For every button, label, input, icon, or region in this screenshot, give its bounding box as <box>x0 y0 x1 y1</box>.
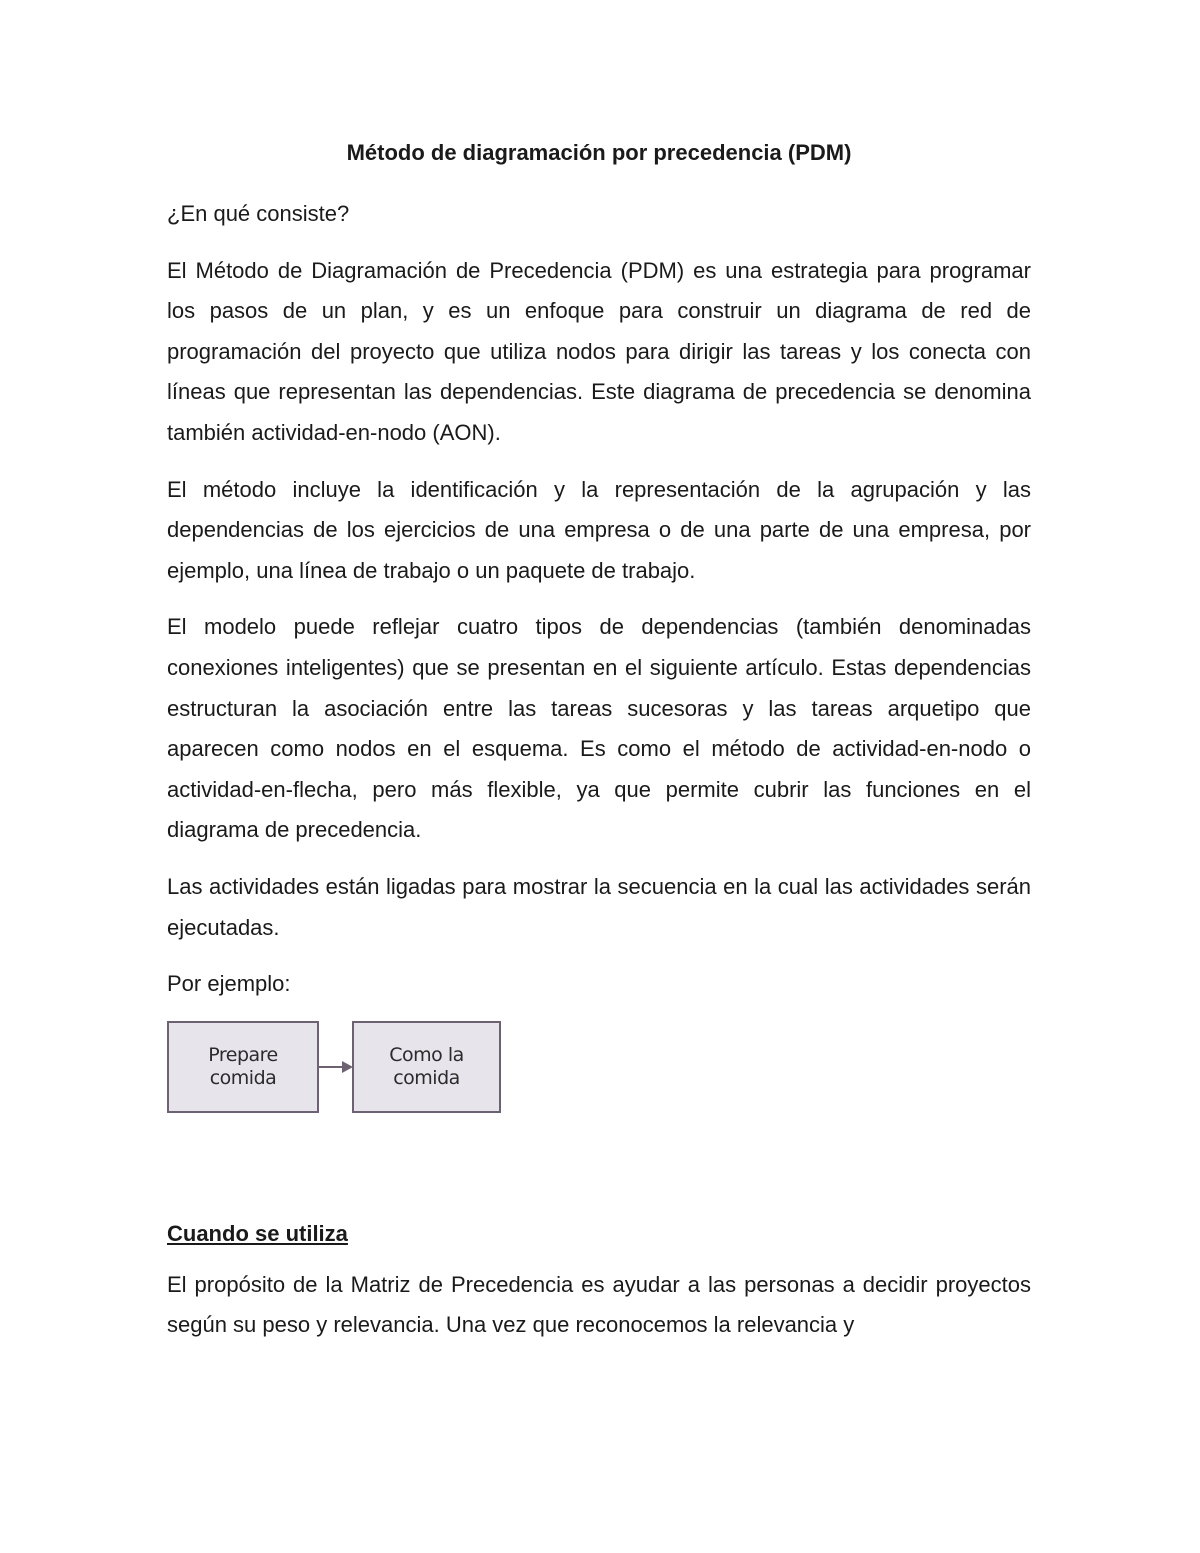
document-body <box>167 138 1031 1362</box>
paragraph-definition: El Método de Diagramación de Precedencia (PDM) es una estrategia para programar los pasos de un plan, y es un enfoque para construir un diagrama de red de programación del proyecto que utiliza nodos para dirigir las tareas y los conecta con líneas que representan las dependencias. Este diagrama de precedencia se denomina también actividad-en-nodo (AON). <box>167 257 1031 445</box>
section-question: ¿En qué consiste? <box>167 201 350 226</box>
diagram-node-prepare <box>167 1021 319 1113</box>
section-heading-usage: Cuando se utiliza <box>167 1220 348 1246</box>
node-prepare-line2: comida <box>209 1066 277 1089</box>
diagram-arrow <box>318 1057 354 1077</box>
diagram-node-eat <box>352 1021 501 1113</box>
precedence-diagram <box>167 1021 507 1121</box>
node-eat-line1: Como la <box>389 1043 464 1066</box>
node-eat-line2: comida <box>393 1066 460 1089</box>
paragraph-purpose: El propósito de la Matriz de Precedencia es ayudar a las personas a decidir proyectos según su peso y relevancia. Una vez que reconocemos la relevancia y <box>167 1271 1031 1338</box>
document-title: Método de diagramación por precedencia (PDM) <box>346 140 852 165</box>
paragraph-method: El método incluye la identificación y la representación de la agrupación y las dependencias de los ejercicios de una empresa o de una parte de una empresa, por ejemplo, una línea de trabajo o un paquete de trabajo. <box>167 476 1031 583</box>
paragraph-dependencies: El modelo puede reflejar cuatro tipos de dependencias (también denominadas conexiones inteligentes) que se presentan en el siguiente artículo. Estas dependencias estructuran la asociación entre las tareas sucesoras y las tareas arquetipo que aparecen como nodos en el esquema. Es como el método de actividad-en-nodo o actividad-en-flecha, pero más flexible, ya que permite cubrir las funciones en el diagrama de precedencia. <box>167 614 1031 843</box>
node-prepare-line1: Prepare <box>208 1043 278 1066</box>
paragraph-activities: Las actividades están ligadas para mostrar la secuencia en la cual las actividades serán ejecutadas. <box>167 873 1031 940</box>
example-label: Por ejemplo: <box>167 971 291 997</box>
